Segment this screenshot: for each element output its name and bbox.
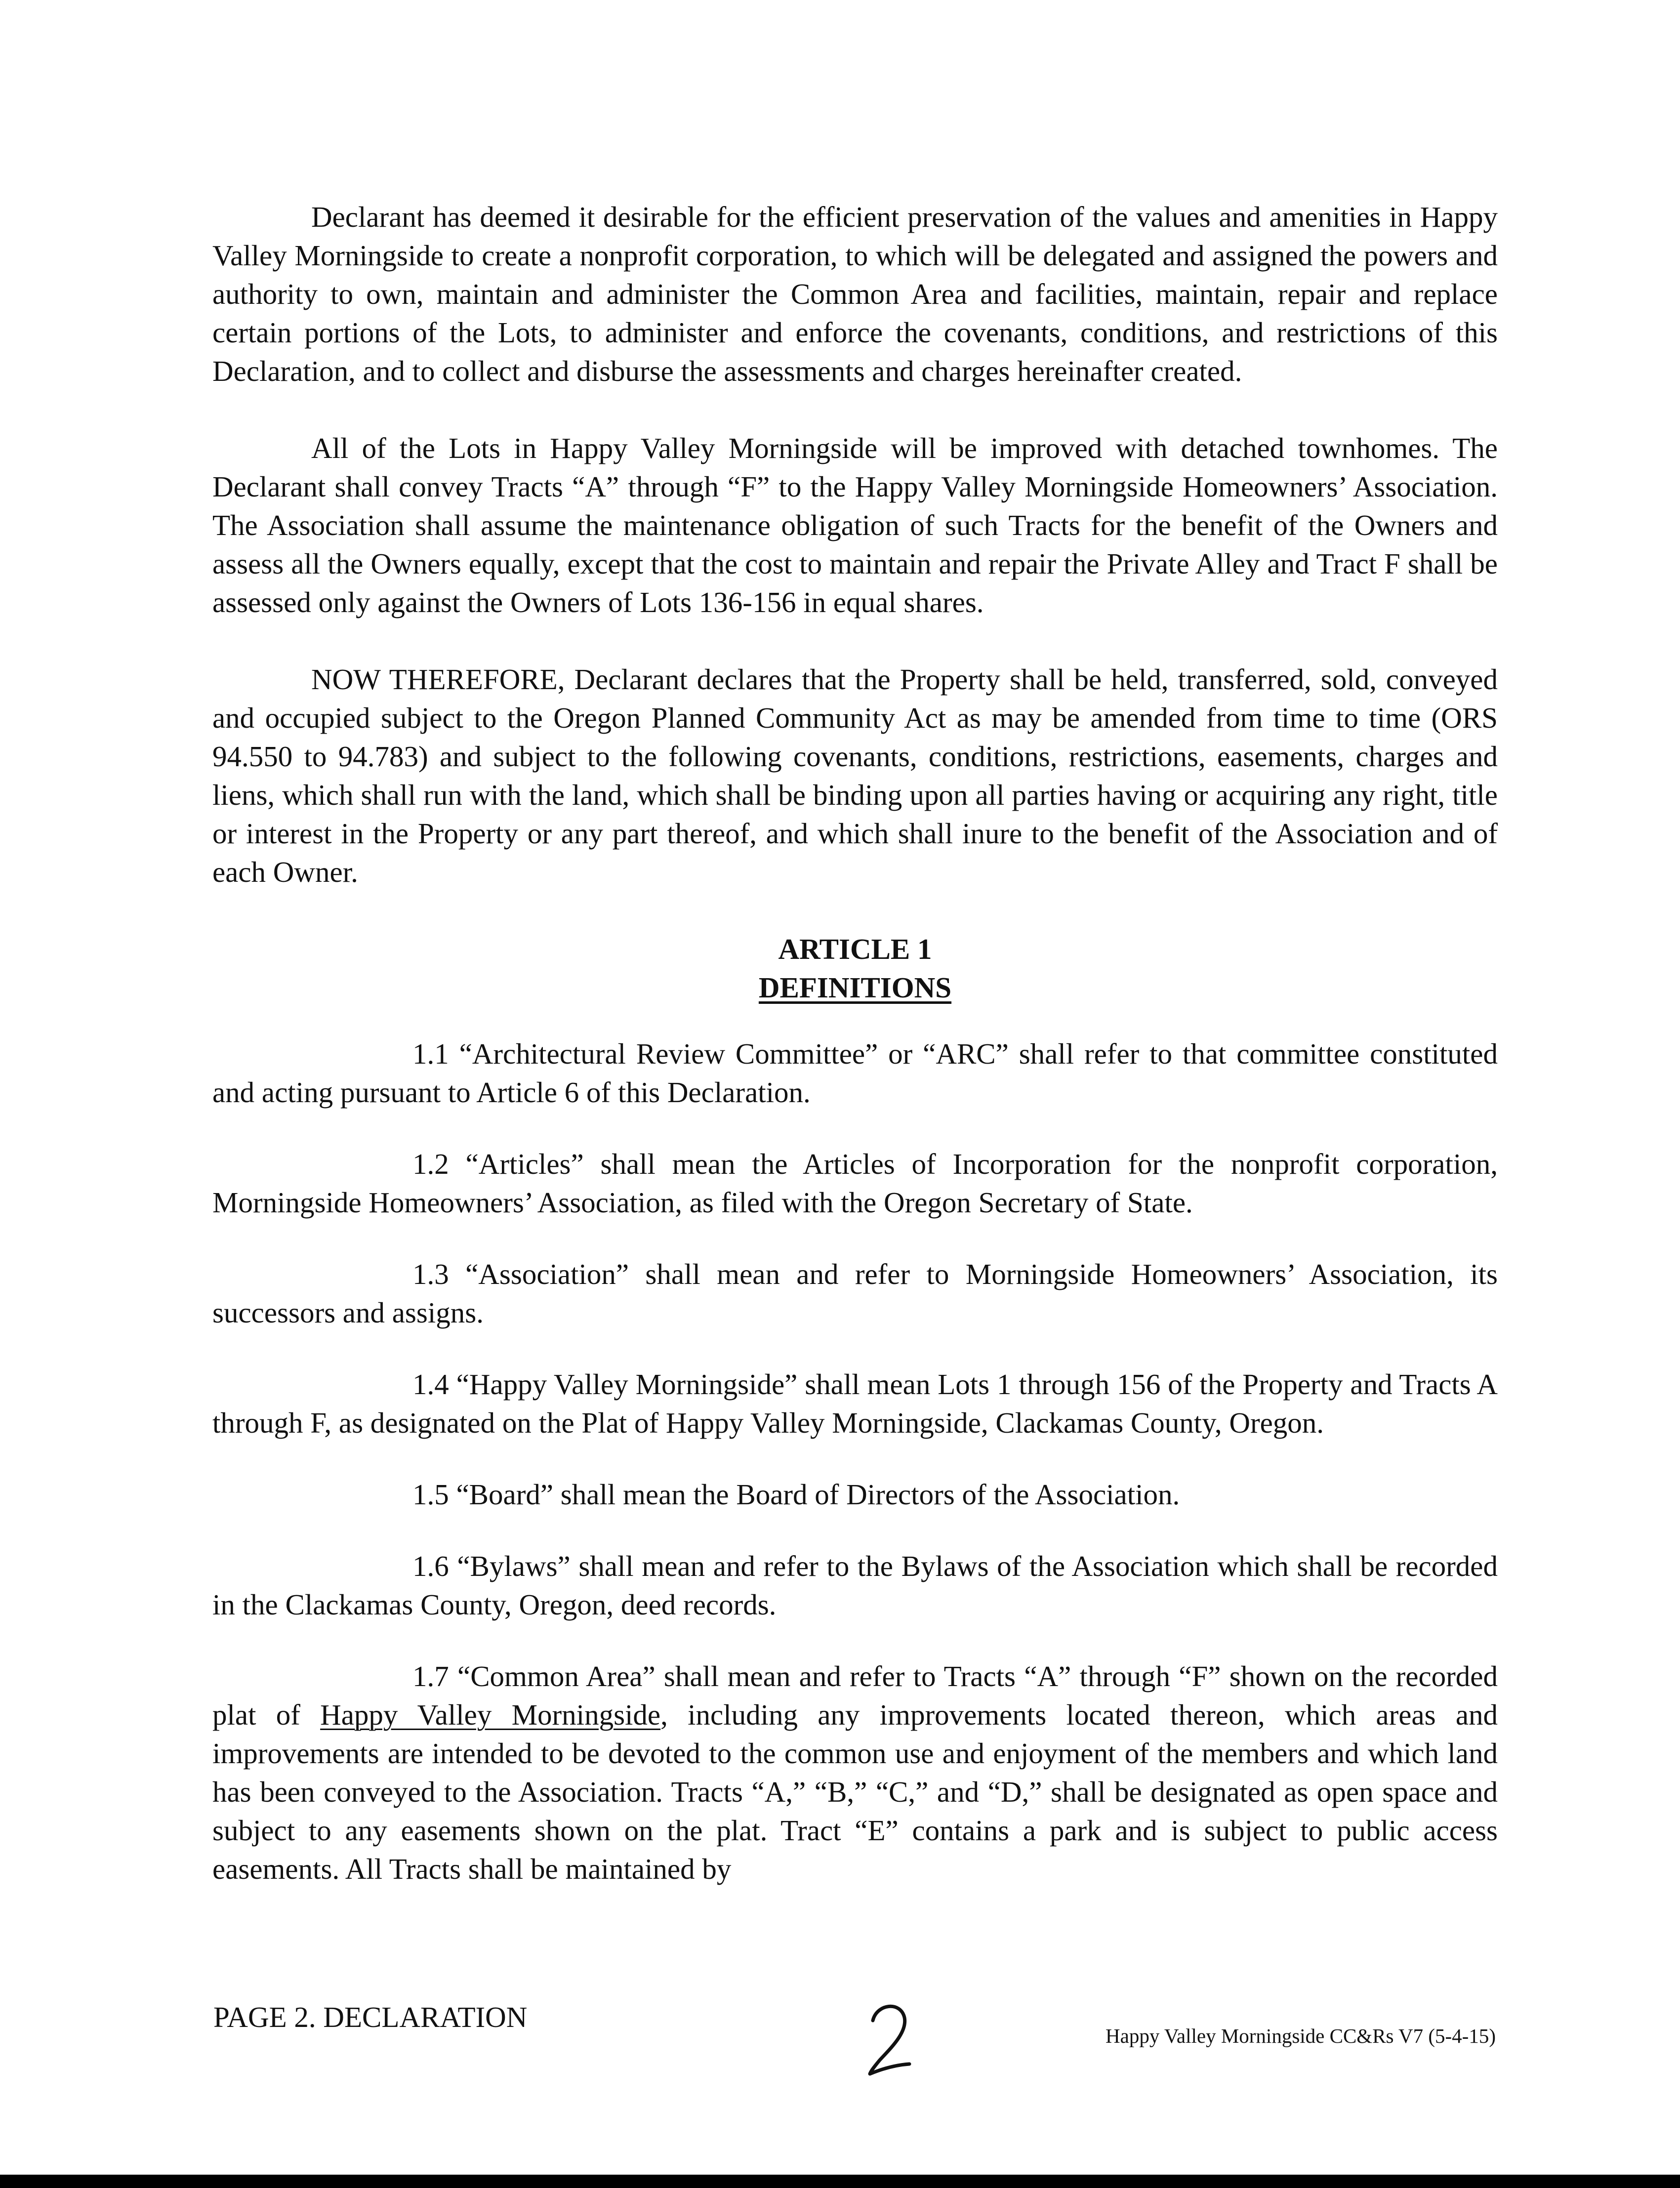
definition-1-4: 1.4 “Happy Valley Morningside” shall mean Lots 1 through 156 of the Property and Tracts A through F, as designated on the Plat of Happy Valley Morningside, Clackamas County, Oregon. xyxy=(212,1368,1498,1439)
paragraph-nonprofit-corporation: Declarant has deemed it desirable for the efficient preservation of the values and amenities in Happy Valley Morningside to create a nonprofit corporation, to which will be delegated and assigned the powers and authority to own, maintain and administer the Common Area and facilities, maintain, repair and replace certain portions of the Lots, to administer and enforce the covenants, conditions, and restrictions of this Declaration, and to collect and disburse the assessments and charges hereinafter created. xyxy=(212,201,1498,387)
definition-1-2: 1.2 “Articles” shall mean the Articles of Incorporation for the nonprofit corporation, Morningside Homeowners’ Association, as filed with the Oregon Secretary of State. xyxy=(212,1148,1498,1219)
article-title: DEFINITIONS xyxy=(758,971,952,1004)
page-content xyxy=(212,198,1498,1888)
footer-document-reference: Happy Valley Morningside CC&Rs V7 (5-4-15) xyxy=(1106,2024,1496,2047)
definition-1-3: 1.3 “Association” shall mean and refer to Morningside Homeowners’ Association, its successors and assigns. xyxy=(212,1258,1498,1329)
article-number: ARTICLE 1 xyxy=(778,933,932,965)
definition-1-7-after: , including any improvements located thereon, which areas and improvements are intended to be devoted to the common use and enjoyment of the members and which land has been conveyed to the Association. Tracts “A,” “B,” “C,” and “D,” shall be designated as open space and subject to any easements shown on the plat. Tract “E” contains a park and is subject to public access easements. All Tracts shall be maintained by xyxy=(212,1698,1498,1885)
definition-1-7 xyxy=(212,1657,1498,1888)
plat-name-underlined: Happy Valley Morningside xyxy=(320,1698,661,1731)
handwritten-page-number xyxy=(862,1990,916,2084)
definition-1-1: 1.1 “Architectural Review Committee” or “ARC” shall refer to that committee constituted and acting pursuant to Article 6 of this Declaration. xyxy=(212,1037,1498,1109)
definition-1-7-before: 1.7 “Common Area” shall mean and refer to Tracts “A” through “F” shown on the recorded plat of xyxy=(212,1660,1498,1731)
definition-1-5: 1.5 “Board” shall mean the Board of Directors of the Association. xyxy=(412,1478,1180,1511)
article-heading xyxy=(212,930,1498,1007)
paragraph-now-therefore: NOW THEREFORE, Declarant declares that the Property shall be held, transferred, sold, conveyed and occupied subject to the Oregon Planned Community Act as may be amended from time to time (ORS 94.550 to 94.783) and subject to the following covenants, conditions, restrictions, easements, charges and liens, which shall run with the land, which shall be binding upon all parties having or acquiring any right, title or interest in the Property or any part thereof, and which shall inure to the benefit of the Association and of each Owner. xyxy=(212,663,1498,888)
footer-page-label: PAGE 2. DECLARATION xyxy=(213,2001,528,2033)
paragraph-lots-townhomes: All of the Lots in Happy Valley Morningside will be improved with detached townhomes. The Declarant shall convey Tracts “A” through “F” to the Happy Valley Morningside Homeowners’ Association. The Association shall assume the maintenance obligation of such Tracts for the benefit of the Owners and assess all the Owners equally, except that the cost to maintain and repair the Private Alley and Tract F shall be assessed only against the Owners of Lots 136-156 in equal shares. xyxy=(212,432,1498,619)
definition-1-6: 1.6 “Bylaws” shall mean and refer to the Bylaws of the Association which shall be recorded in the Clackamas County, Oregon, deed records. xyxy=(212,1550,1498,1621)
scan-border-bottom xyxy=(0,2175,1680,2188)
